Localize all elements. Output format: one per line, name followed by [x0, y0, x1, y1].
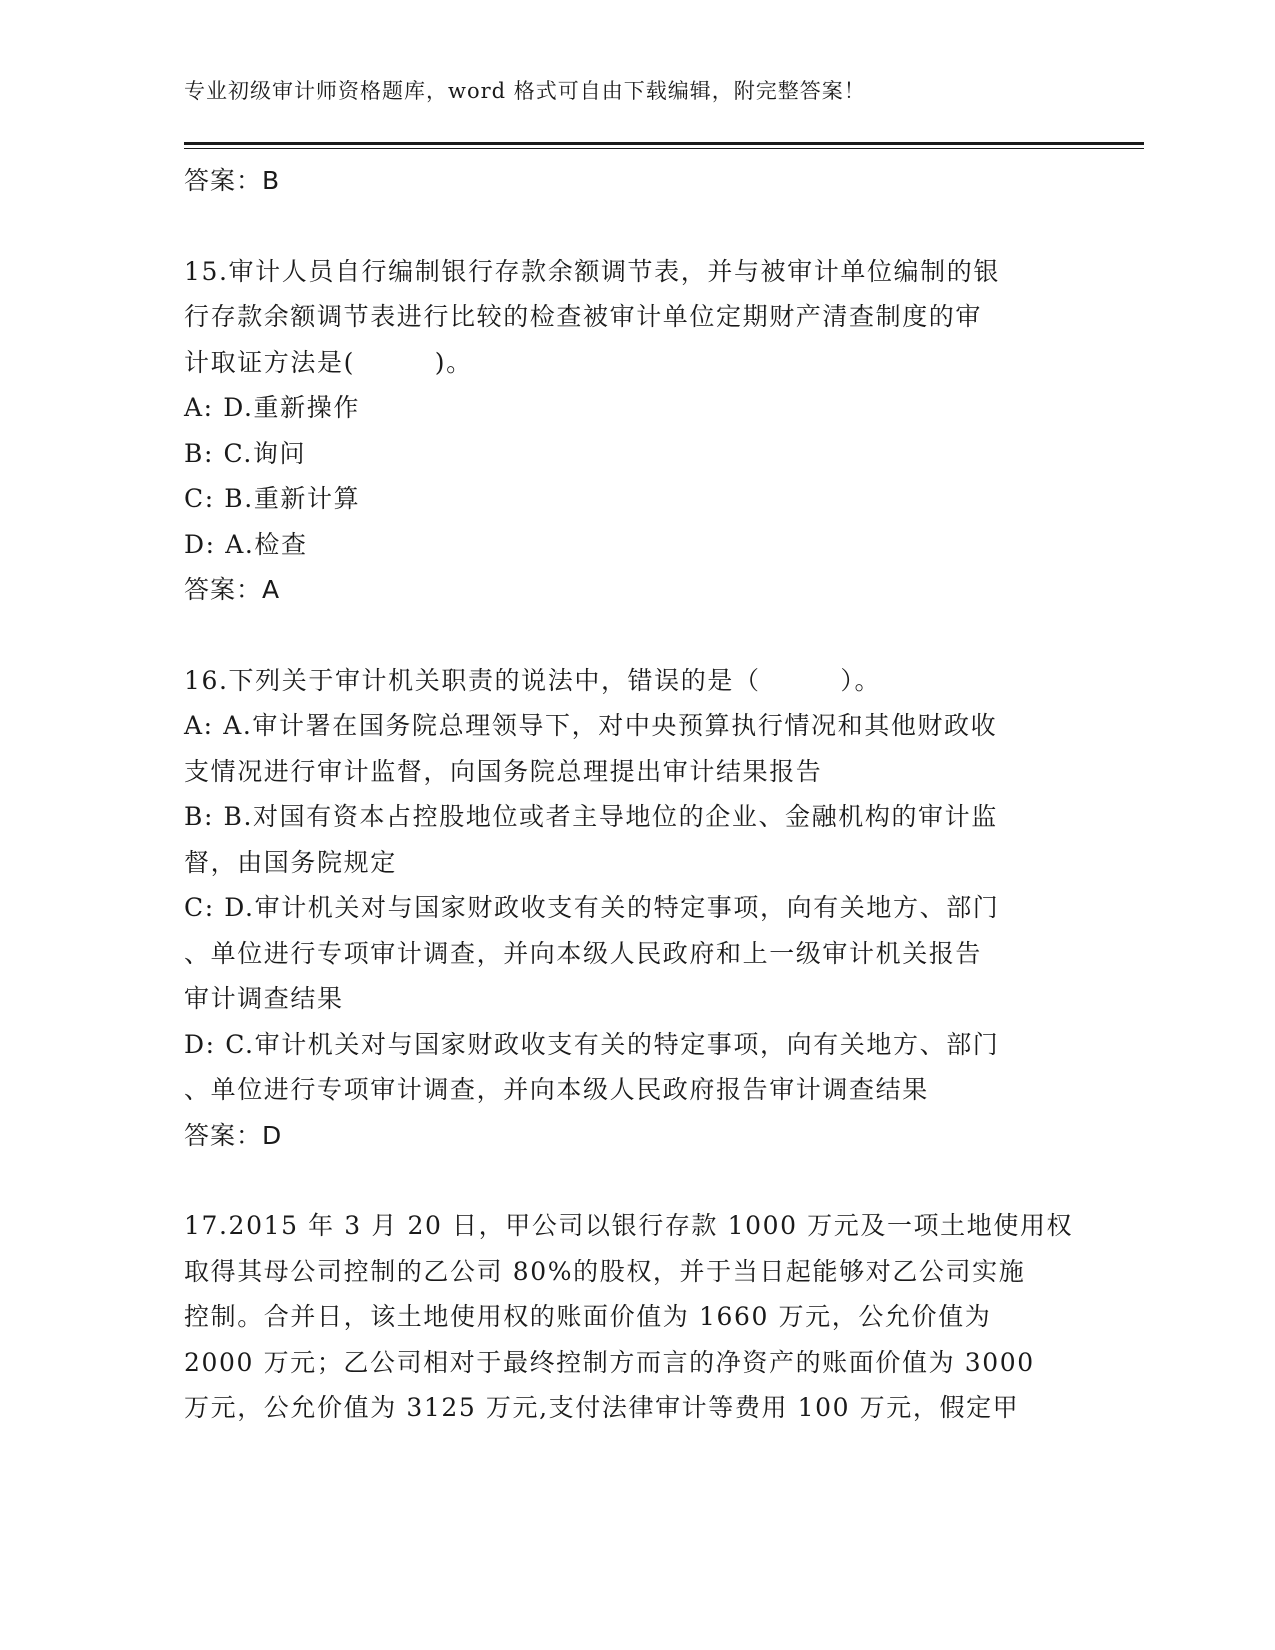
block-spacer	[184, 613, 1084, 658]
text-line: B: C.询问	[184, 438, 307, 468]
text-line: A: D.重新操作	[184, 393, 360, 422]
text-line: 计取证方法是( )。	[184, 347, 473, 377]
header-rule-thick	[184, 142, 1144, 145]
text-line: C: D.审计机关对与国家财政收支有关的特定事项，向有关地方、部门	[184, 893, 1000, 922]
text-line: 督，由国务院规定	[184, 847, 397, 877]
text-line: 17.2015 年 3 月 20 日，甲公司以银行存款 1000 万元及一项土地使用权	[184, 1211, 1074, 1240]
text-line: A: A.审计署在国务院总理领导下，对中央预算执行情况和其他财政收	[184, 711, 998, 740]
text-line: 行存款余额调节表进行比较的检查被审计单位定期财产清查制度的审	[184, 302, 983, 331]
text-line: B: B.对国有资本占控股地位或者主导地位的企业、金融机构的审计监	[184, 802, 998, 831]
answer-line: 答案：D	[184, 1120, 283, 1150]
text-line: 2000 万元；乙公司相对于最终控制方而言的净资产的账面价值为 3000	[184, 1347, 1035, 1377]
page-header: 专业初级审计师资格题库，word 格式可自由下载编辑，附完整答案！	[184, 79, 866, 103]
text-line: 万元，公允价值为 3125 万元,支付法律审计等费用 100 万元，假定甲	[184, 1393, 1020, 1422]
question-content	[184, 158, 1084, 1431]
text-line: 支情况进行审计监督，向国务院总理提出审计结果报告	[184, 756, 823, 786]
answer-line: 答案：A	[184, 575, 281, 604]
text-line: D: C.审计机关对与国家财政收支有关的特定事项，向有关地方、部门	[184, 1029, 1000, 1059]
text-line: 取得其母公司控制的乙公司 80%的股权，并于当日起能够对乙公司实施	[184, 1256, 1026, 1286]
text-line: 、单位进行专项审计调查，并向本级人民政府和上一级审计机关报告	[184, 938, 983, 968]
answer-line: 答案：B	[184, 166, 281, 195]
text-line: 16.下列关于审计机关职责的说法中，错误的是（ ）。	[184, 665, 882, 695]
text-line: 控制。合并日，该土地使用权的账面价值为 1660 万元，公允价值为	[184, 1302, 992, 1331]
text-line: C: B.重新计算	[184, 484, 361, 513]
text-line: 15.审计人员自行编制银行存款余额调节表，并与被审计单位编制的银	[184, 256, 1000, 286]
block-spacer	[184, 204, 1084, 249]
text-line: 审计调查结果	[184, 984, 344, 1013]
text-line: 、单位进行专项审计调查，并向本级人民政府报告审计调查结果	[184, 1075, 929, 1104]
header-rule-thin	[184, 148, 1144, 149]
text-line: D: A.检查	[184, 529, 308, 559]
block-spacer	[184, 1158, 1084, 1203]
